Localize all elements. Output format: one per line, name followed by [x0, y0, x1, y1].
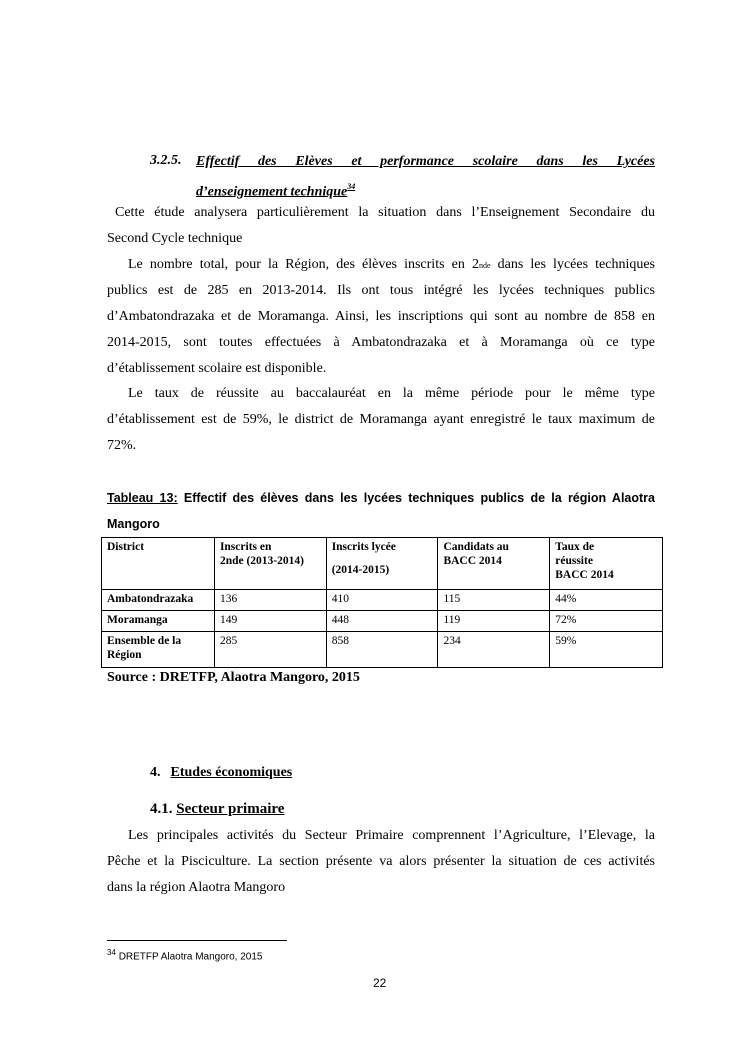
subscript: nde: [478, 261, 491, 270]
table-cell: 285: [214, 632, 326, 668]
table-label: Tableau 13:: [107, 491, 178, 505]
paragraph-primary-sector: [107, 823, 655, 901]
table-caption: [107, 485, 655, 537]
header-cell: [214, 538, 326, 590]
table-cell: 115: [438, 590, 550, 611]
paragraph-line: publics est de 285 en 2013-2014. Ils ont tous intégré les lycées techniques publics: [107, 283, 655, 298]
paragraph-line: 72%.: [107, 438, 137, 453]
text-fragment: dans les lycées techniques: [490, 257, 656, 272]
footnote-separator: [107, 940, 287, 941]
header-text: réussite: [555, 555, 593, 567]
header-text: 2nde (2013-2014): [219, 555, 304, 567]
table-row: [102, 611, 663, 632]
header-text: BACC 2014: [443, 555, 502, 567]
paragraph-enrolment: [107, 252, 655, 382]
table-cell: [102, 632, 215, 668]
header-cell: [438, 538, 550, 590]
table-cell: 72%: [550, 611, 663, 632]
paragraph-line: Cette étude analysera particulièrement la situation dans l’Enseignement Secondaire du: [115, 205, 655, 220]
table-cell: 410: [326, 590, 438, 611]
paragraph-line: [107, 252, 655, 278]
section-title: [196, 149, 655, 204]
page-number: 22: [373, 976, 387, 990]
paragraph-line: Second Cycle technique: [107, 231, 243, 246]
header-text: Taux de: [555, 541, 595, 553]
section-41-heading: [150, 801, 284, 818]
table-cell: 448: [326, 611, 438, 632]
paragraph-line: Les principales activités du Secteur Primaire comprennent l’Agriculture, l’Elevage, la: [128, 828, 655, 843]
section-title-line2: d’enseignement technique: [196, 184, 348, 200]
text-fragment: Le nombre total, pour la Région, des élèves inscrits en 2: [128, 257, 479, 272]
section-title: Etudes économiques: [170, 765, 293, 780]
header-text: BACC 2014: [555, 569, 614, 581]
footnote-text: DRETFP Alaotra Mangoro, 2015: [118, 951, 263, 963]
footnote-ref[interactable]: 34: [347, 182, 356, 191]
table-cell: 59%: [550, 632, 663, 668]
header-text: Candidats au: [443, 541, 509, 553]
section-number: 4.1.: [150, 801, 173, 817]
header-text: District: [107, 541, 145, 553]
table-cell: 149: [214, 611, 326, 632]
cell-text: Ensemble de la: [107, 635, 182, 647]
data-table: [101, 537, 663, 668]
header-text: Inscrits en: [219, 541, 272, 553]
table-row: [102, 590, 663, 611]
table-source: Source : DRETFP, Alaotra Mangoro, 2015: [107, 670, 360, 685]
header-text: Inscrits lycée: [331, 541, 396, 553]
header-cell: [550, 538, 663, 590]
header-cell: [326, 538, 438, 590]
header-cell: [102, 538, 215, 590]
footnote: [107, 948, 262, 962]
paragraph-line: d’établissement scolaire est disponible.: [107, 361, 327, 376]
section-4-heading: [150, 765, 292, 781]
paragraph-line: d’Ambatondrazaka et de Moramanga. Ainsi, les inscriptions qui sont au nombre de 858 en: [107, 309, 655, 324]
caption-line: [107, 485, 655, 511]
paragraph-line: dans la région Alaotra Mangoro: [107, 880, 286, 895]
paragraph-intro: [107, 200, 655, 252]
table-cell: 44%: [550, 590, 663, 611]
footnote-number: 34: [107, 948, 116, 957]
paragraph-line: d’établissement est de 59%, le district de Moramanga ayant enregistré le taux maximum de: [107, 412, 655, 427]
section-title-line1: Effectif des Elèves et performance scolaire dans les Lycées: [196, 154, 655, 169]
header-text: (2014-2015): [331, 564, 390, 576]
paragraph-line: Pêche et la Pisciculture. La section présente va alors présenter la situation de ces activités: [107, 854, 655, 869]
table-cell: 234: [438, 632, 550, 668]
paragraph-line: 2014-2015, sont toutes effectuées à Ambatondrazaka et à Moramanga où ce type: [107, 335, 655, 350]
table-row: [102, 632, 663, 668]
table-cell: Ambatondrazaka: [102, 590, 215, 611]
table-cell: 136: [214, 590, 326, 611]
caption-text: Effectif des élèves dans les lycées techniques publics de la région Alaotra: [183, 491, 655, 505]
section-number: 4.: [150, 765, 161, 780]
table-cell: 119: [438, 611, 550, 632]
table-header-row: [102, 538, 663, 590]
section-title: Secteur primaire: [176, 801, 285, 817]
paragraph-success-rate: [107, 381, 655, 459]
paragraph-line: Le taux de réussite au baccalauréat en la même période pour le même type: [128, 386, 655, 401]
section-number: 3.2.5.: [150, 153, 182, 168]
caption-line: Mangoro: [107, 517, 160, 531]
table-cell: 858: [326, 632, 438, 668]
table-cell: Moramanga: [102, 611, 215, 632]
cell-text: Région: [107, 649, 142, 661]
